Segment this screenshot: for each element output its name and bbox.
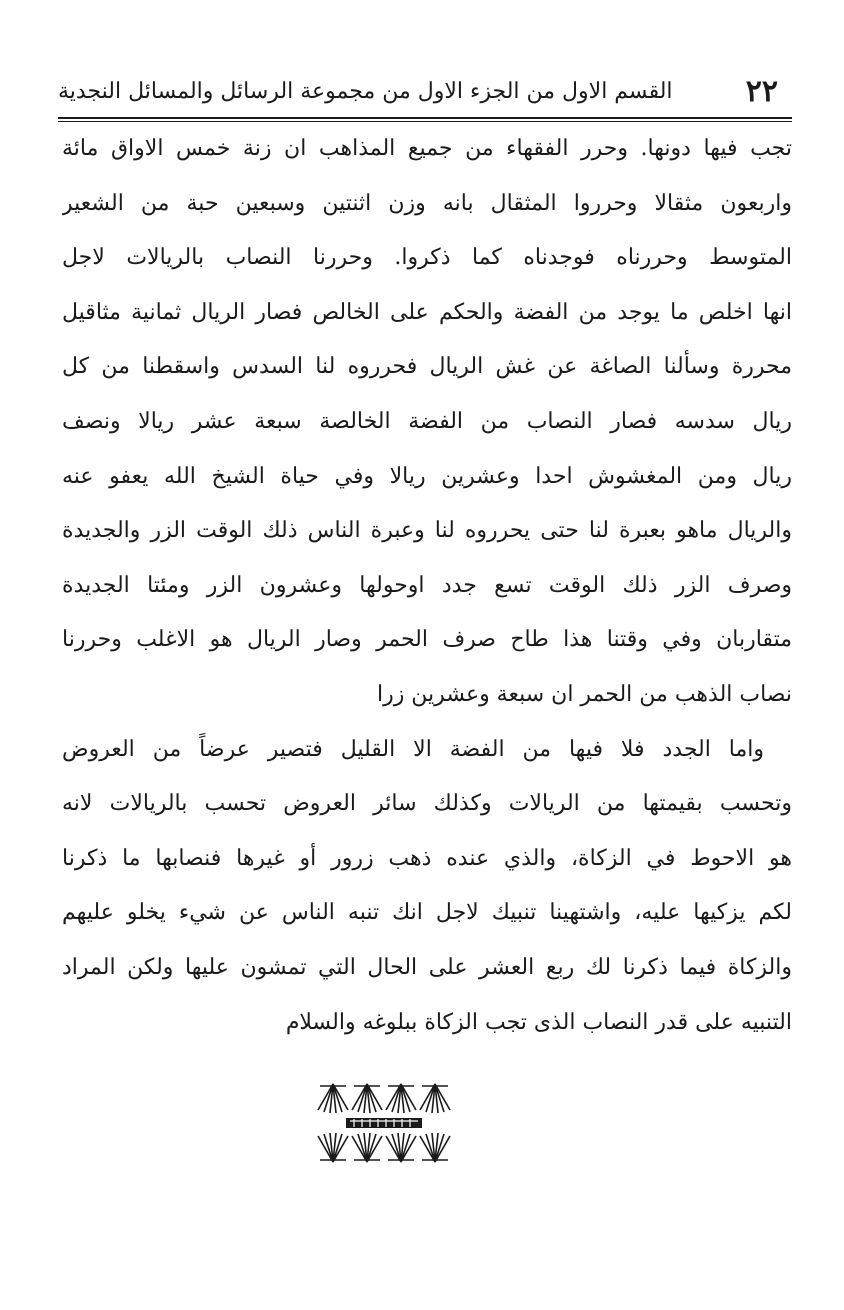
header-rule <box>58 117 792 119</box>
text-line: متقاربان وفي وقتنا هذا طاح صرف الحمر وصار الريال هو الاغلب وحررنا <box>62 627 792 653</box>
text-line: واما الجدد فلا فيها من الفضة الا القليل فتصير عرضاً من العروض <box>62 736 764 762</box>
running-head: القسم الاول من الجزء الاول من مجموعة الرسائل والمسائل النجدية <box>58 78 673 104</box>
text-line: نصاب الذهب من الحمر ان سبعة وعشرين زرا <box>376 681 792 707</box>
text-line: التنبيه على قدر النصاب الذى تجب الزكاة ببلوغه والسلام <box>285 1009 792 1035</box>
text-line: والريال ماهو بعبرة لنا حتى يحرروه لنا وعبرة الناس ذلك الوقت الزر والجديدة <box>62 518 792 544</box>
decorative-tailpiece-ornament-icon <box>316 1080 452 1166</box>
text-line: تجب فيها دونها. وحرر الفقهاء من جميع المذاهب ان زنة خمس الاواق مائة <box>62 136 792 161</box>
text-line: المتوسط وحررناه فوجدناه كما ذكروا. وحررنا النصاب بالريالات لاجل <box>62 245 792 271</box>
text-line: والزكاة فيما ذكرنا لك ربع العشر على الحال التي تمشون عليها ولكن المراد <box>62 954 792 980</box>
text-line: ريال ومن المغشوش احدا وعشرين ريالا وفي حياة الشيخ الله يعفو عنه <box>62 463 792 489</box>
text-line: هو الاحوط في الزكاة، والذي عنده ذهب زرور أو غيرها فنصابها ما ذكرنا <box>62 845 792 871</box>
page-number: ٢٢ <box>745 73 778 109</box>
text-line: واربعون مثقالا وحرروا المثقال بانه وزن اثنتين وسبعين حبة من الشعير <box>62 190 792 216</box>
text-line: وتحسب بقيمتها من الريالات وكذلك سائر العروض تحسب بالريالات لانه <box>62 791 792 817</box>
page-header <box>58 68 778 114</box>
text-line: محررة وسألنا الصاغة عن غش الريال فحرروه لنا السدس واسقطنا من كل <box>62 354 792 380</box>
text-line: وصرف الزر ذلك الوقت تسع جدد اوحولها وعشرون الزر ومئتا الجديدة <box>62 572 792 598</box>
text-line: ريال سدسه فصار النصاب من الفضة الخالصة سبعة عشر ريالا ونصف <box>62 408 792 434</box>
text-line: انها اخلص ما يوجد من الفضة والحكم على الخالص فصار الريال ثمانية مثاقيل <box>62 299 792 325</box>
body-text <box>62 122 792 1050</box>
text-line: لكم يزكيها عليه، واشتهينا تنبيك لاجل انك تنبه الناس عن شيء يخلو عليهم <box>62 900 792 926</box>
